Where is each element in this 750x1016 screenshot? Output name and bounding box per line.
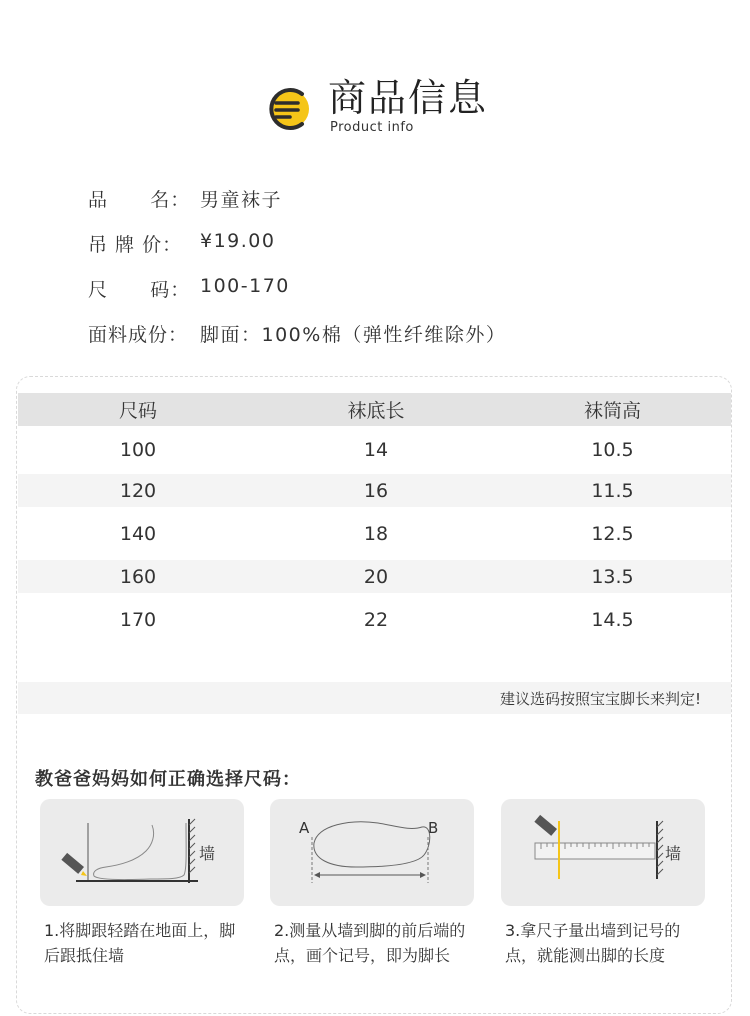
table-cell: 18 [363, 522, 389, 545]
table-row [18, 507, 731, 560]
step-2-illustration [270, 799, 474, 906]
step-3-text: 3.拿尺子量出墙到记号的点，就能测出脚的长度 [505, 921, 681, 965]
info-row-name [88, 185, 688, 230]
guide-step-1 [40, 799, 244, 968]
size-note-bar [18, 682, 731, 714]
table-row [18, 593, 731, 646]
table-cell: 14.5 [591, 608, 634, 631]
info-value: 男童袜子 [200, 189, 283, 211]
step-1-illustration [40, 799, 244, 906]
table-cell: 100 [119, 439, 157, 461]
table-cell: 120 [119, 479, 157, 502]
guide-step-2 [270, 799, 474, 968]
table-cell: 12.5 [591, 522, 634, 545]
product-info-list [88, 185, 688, 365]
table-row [18, 560, 731, 593]
size-table [18, 393, 731, 646]
info-value: 100-170 [200, 275, 290, 297]
wall-label: 墙 [665, 844, 682, 863]
wall-label: 墙 [199, 844, 216, 863]
guide-step-3 [501, 799, 705, 968]
step-2-text: 2.测量从墙到脚的前后端的点，画个记号，即为脚长 [274, 921, 466, 965]
info-value: 脚面：100%棉（弹性纤维除外） [200, 324, 507, 346]
table-header-cell: 袜底长 [347, 400, 405, 422]
table-cell: 14 [363, 439, 389, 461]
pencil-icon [534, 815, 557, 836]
table-cell: 20 [363, 565, 389, 588]
table-header-row [18, 393, 731, 426]
pencil-icon [61, 853, 84, 874]
info-value: ¥19.00 [200, 230, 276, 252]
info-label: 品 名： [88, 189, 191, 211]
list-logo-icon [264, 86, 314, 132]
table-header-cell: 袜筒高 [583, 400, 641, 422]
info-label: 面料成份： [88, 324, 189, 346]
step-1-text: 1.将脚跟轻踏在地面上，脚后跟抵住墙 [44, 921, 236, 965]
table-cell: 170 [119, 608, 157, 631]
table-row [18, 426, 731, 474]
table-header-cell: 尺码 [118, 400, 157, 422]
info-row-price [88, 230, 688, 275]
table-row [18, 474, 731, 507]
table-cell: 11.5 [591, 479, 634, 502]
section-header [0, 72, 750, 142]
page-title: 商品信息 [328, 76, 489, 120]
info-label: 尺 码： [88, 279, 191, 301]
step-3-illustration [501, 799, 705, 906]
table-cell: 22 [363, 608, 389, 631]
info-label: 吊 牌 价： [88, 234, 183, 256]
page-subtitle: Product info [330, 120, 414, 135]
table-cell: 160 [119, 565, 157, 588]
info-row-fabric [88, 320, 688, 365]
table-cell: 16 [363, 479, 389, 502]
table-cell: 13.5 [591, 565, 634, 588]
size-card [16, 376, 732, 1014]
info-row-size [88, 275, 688, 320]
size-note: 建议选码按照宝宝脚长来判定! [499, 690, 701, 708]
guide-title: 教爸爸妈妈如何正确选择尺码： [35, 769, 301, 790]
table-cell: 140 [119, 522, 157, 545]
table-cell: 10.5 [591, 439, 634, 461]
point-a-label: A [299, 819, 310, 837]
point-b-label: B [428, 819, 439, 837]
